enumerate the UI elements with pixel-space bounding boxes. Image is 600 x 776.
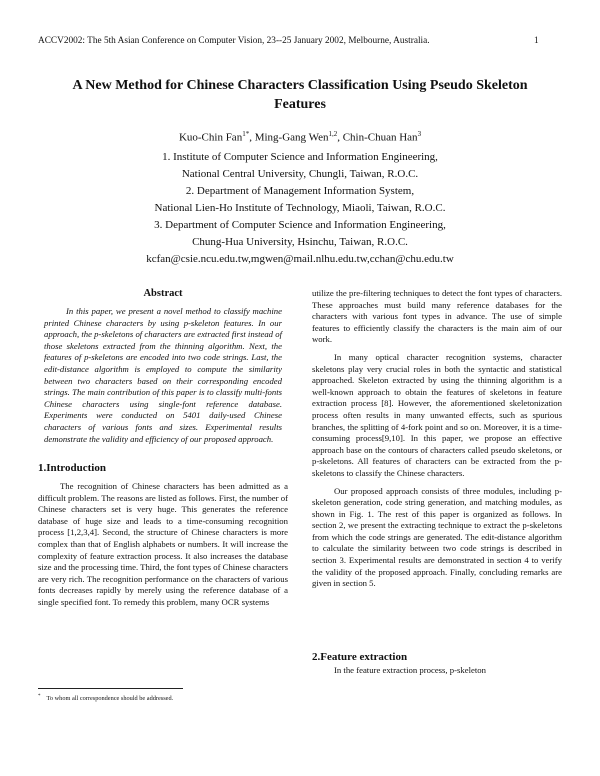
author-2-superscript: 1,2: [328, 130, 338, 138]
affiliation-1-address: National Central University, Chungli, Taiwan, R.O.C.: [181, 168, 419, 180]
right-paragraph-2: In many optical character recognition systems, character skeletons play very crucial roles in both the syntactic and statistical approached. Skeleton extracted by using the thinning algorithm is a well-known approach to obtain the features of skeletons in feature extraction process [8]. However, the aforementioned skeletonization process often results in many unwanted effects, such as spurious branches, the splitting of 4-fork point and so on. Moreover, it is a time-consuming process[9,10]. In this paper, we propose an effective approach base on the contours of characters called pseudo skeletons, or p-skeletons. All features of characters can be extracted from the p-skeletons to classify the Chinese characters.: [312, 351, 562, 478]
paper-title: [60, 76, 540, 114]
title-line-2: Features: [274, 97, 326, 112]
title-line-1: A New Method for Chinese Characters Classification Using Pseudo Skeleton: [72, 78, 528, 93]
author-1: Kuo-Chin Fan: [178, 131, 243, 144]
right-paragraph-1: utilize the pre-filtering techniques to detect the font types of characters. These approaches must build many reference databases for the characters with various font types in advance. The use of simple features to efficiently classify the characters is the main aim of our work.: [312, 288, 562, 345]
author-emails: kcfan@csie.ncu.edu.tw,mgwen@mail.nlhu.edu.tw,cchan@chu.edu.tw: [146, 253, 454, 265]
footnote-text: To whom all correspondence should be addressed.: [46, 695, 174, 703]
author-list: [60, 127, 540, 145]
affiliation-3: 3. Department of Computer Science and Information Engineering,: [154, 219, 446, 231]
abstract-heading: Abstract: [143, 288, 183, 299]
section-heading-introduction: 1.Introduction: [38, 462, 106, 474]
affiliation-3-address: Chung-Hua University, Hsinchu, Taiwan, R.O.C.: [192, 236, 408, 248]
right-column: [312, 288, 562, 590]
feature-extraction-paragraph: In the feature extraction process, p-skeleton: [334, 665, 486, 675]
affiliation-2-address: National Lien-Ho Institute of Technology, Miaoli, Taiwan, R.O.C.: [154, 202, 446, 214]
introduction-paragraph: The recognition of Chinese characters has been admitted as a difficult problem. The reasons are listed as follows. First, the number of Chinese characters set is very huge. This generates the reference database of huge size and leads to a time-consuming recognition process [1,2,3,4]. Second, the structure of Chinese characters is more complex than that of English alphabets or numbers. It will increase the complexity of feature extraction process. It also increases the database size and the processing time. Third, the font types of Chinese characters are very rich. The recognition performance on the characters of various fonts decreases rapidly by merely using the reference database of a single specified font. To remedy this problem, many OCR systems: [38, 481, 289, 607]
author-2: , Ming-Gang Wen: [249, 131, 329, 144]
abstract-text: In this paper, we present a novel method to classify machine printed Chinese characters by using p-skeleton features. In our approach, the p-skeletons of characters are extracted first instead of those skeletons extracted from the thinning algorithm. Next, the features of p-skeletons are encoded into two code strings. Last, the edit-distance algorithm is employed to compute the similarity between two characters based on their corresponding encoded strings. The main contribution of this paper is to classify multi-fonts Chinese characters using single-font reference database. Experiments were conducted on 5401 daily-used Chinese characters of various fonts and sizes. Experimental results demonstrate the validity and efficiency of our proposed approach.: [44, 306, 282, 444]
author-1-superscript: 1*: [242, 130, 250, 138]
section-heading-feature-extraction: 2.Feature extraction: [312, 651, 408, 663]
footnote: [38, 694, 173, 702]
feature-extraction-body: [312, 665, 562, 677]
author-3: , Chin-Chuan Han: [337, 131, 418, 144]
introduction-body: [38, 481, 288, 609]
affiliation-2: 2. Department of Management Information System,: [185, 185, 415, 197]
affiliation-1: 1. Institute of Computer Science and Information Engineering,: [162, 151, 438, 163]
abstract-body: [44, 306, 282, 445]
right-paragraph-3: Our proposed approach consists of three modules, including p-skeleton generation, code string generation, and matching modules, as shown in Fig. 1. The rest of this paper is organized as follows. In section 2, we present the extracting technique to extract the p-skeletons from which the code strings are generated. The edit-distance algorithm to calculate the similarity between two code strings is described in section 3. Experimental results are demonstrated in section 4 to verify the validity of the proposed approach. Finally, concluding remarks are given in section 5.: [312, 485, 562, 589]
footnote-divider: [38, 688, 183, 689]
author-3-superscript: 3: [417, 130, 422, 138]
running-head: ACCV2002: The 5th Asian Conference on Computer Vision, 23--25 January 2002, Melbourne, Australia.: [38, 36, 430, 46]
page-number: 1: [534, 36, 539, 46]
footnote-mark: *: [38, 694, 41, 699]
